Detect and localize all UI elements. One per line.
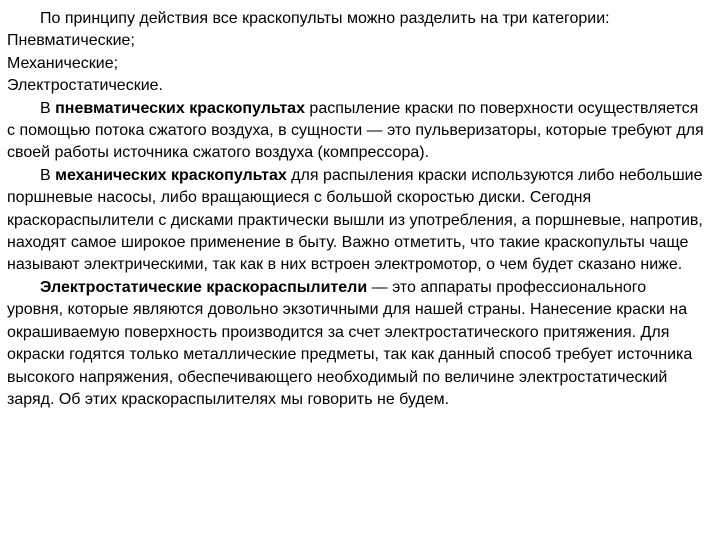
pneumatic-term: пневматических краскопультах (55, 99, 305, 117)
category-pneumatic: Пневматические; (7, 32, 135, 50)
electrostatic-text: — это аппараты профессионального уровня, которые являются довольно экзотичными для нашей страны. Нанесение краски на окрашиваемую поверхность производится за счет электростатического притяжения. Для окраски годятся только металлические предметы, так как данный способ требует источника высокого напряжения, обеспечивающего необходимый по величине электростатический заряд. Об этих краскораспылителях мы говорить не будем. (7, 278, 693, 408)
mechanical-term: механических краскопультах (55, 166, 287, 184)
pneumatic-text: распыление краски по поверхности осуществляется с помощью потока сжатого воздуха, в сущности — это пульверизаторы, которые требуют для своей работы источника сжатого воздуха (компрессора). (7, 99, 704, 162)
pneumatic-paragraph (7, 98, 706, 165)
category-electrostatic: Электростатические. (7, 77, 163, 95)
mechanical-prefix: В (40, 166, 56, 184)
electrostatic-term: Электростатические краскораспылители (40, 278, 368, 296)
mechanical-paragraph (7, 165, 706, 277)
electrostatic-paragraph (7, 277, 706, 411)
category-mechanical: Механические; (7, 54, 119, 72)
pneumatic-prefix: В (40, 99, 56, 117)
document-body (7, 8, 706, 411)
intro-paragraph: По принципу действия все краскопульты можно разделить на три категории: (40, 10, 610, 27)
mechanical-text: для распыления краски используются либо небольшие поршневые насосы, либо вращающиеся с большой скоростью диски. Сегодня краскораспылители с дисками практически вышли из употребления, а поршневые, напротив, находят самое широкое применение в быту. Важно отметить, что такие краскопульты чаще называют электрическими, так как в них встроен электромотор, о чем будет сказано ниже. (7, 166, 703, 274)
